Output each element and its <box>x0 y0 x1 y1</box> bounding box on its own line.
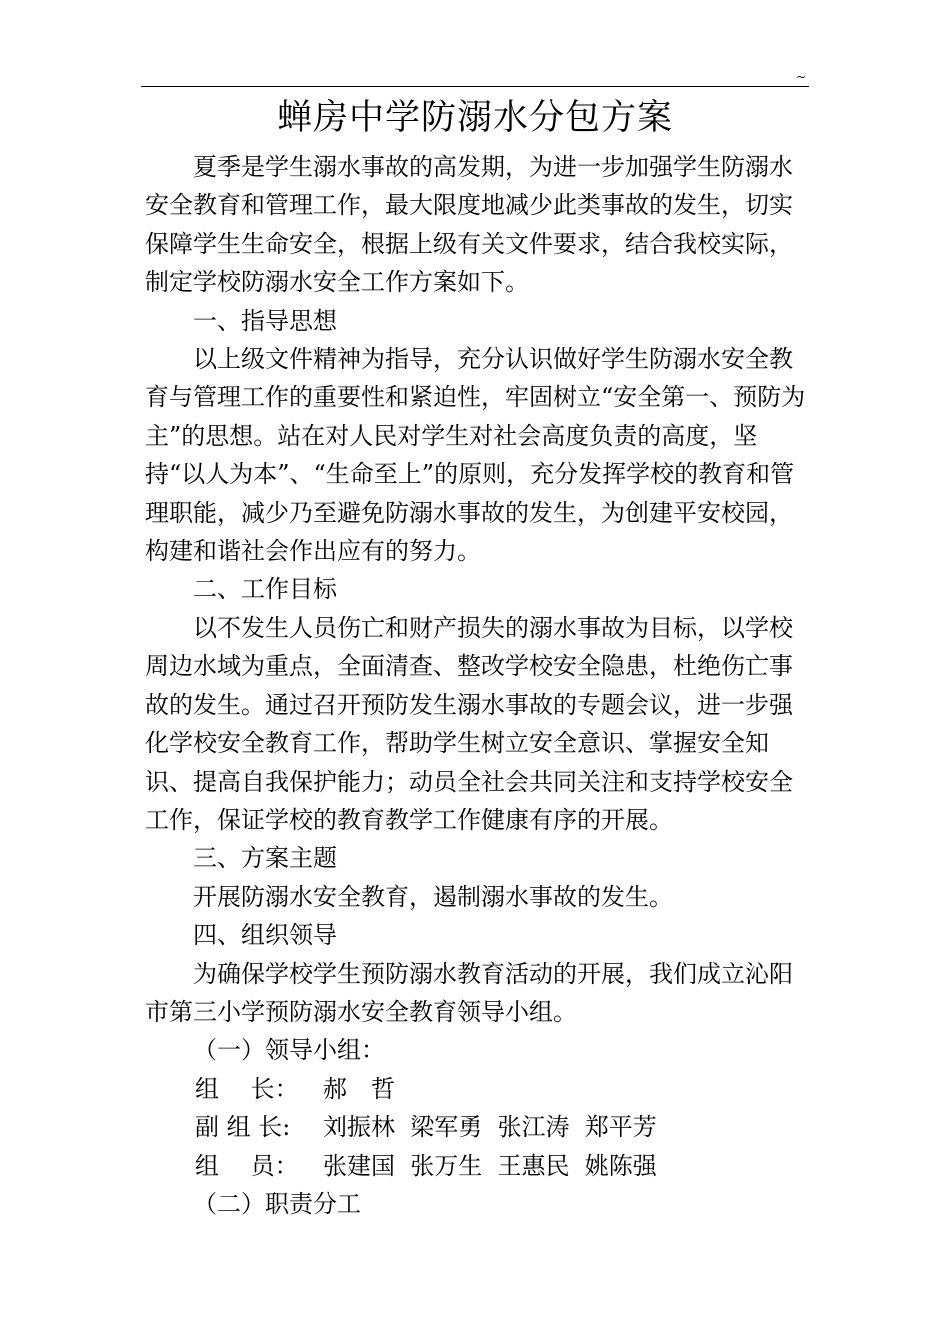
leadership-roster <box>145 1070 809 1185</box>
section-heading-work-goals: 二、工作目标 <box>193 575 337 604</box>
subsection-heading-leadership-group: （一）领导小组： <box>193 1036 385 1065</box>
work-goals-paragraph: 以不发生人员伤亡和财产损失的溺水事故为目标，以学校周边水域为重点，全面清查、整改学校安全隐患，杜绝伤亡事故的发生。通过召开预防发生溺水事故的专题会议，进一步强化学校安全教育工作，帮助学生树立安全意识、掌握安全知识、提高自我保护能力；动员全社会共同关注和支持学校安全工作，保证学校的教育教学工作健康有序的开展。 <box>145 613 793 834</box>
document-title: 蝉房中学防溺水分包方案 <box>276 98 673 138</box>
section-heading-organization: 四、组织领导 <box>193 921 337 950</box>
document-body <box>145 148 809 1223</box>
roster-role: 组 员： <box>195 1151 299 1180</box>
organization-paragraph: 为确保学校学生预防溺水教育活动的开展，我们成立沁阳市第三小学预防溺水安全教育领导小组。 <box>145 959 793 1026</box>
section-heading-guiding-ideology: 一、指导思想 <box>193 306 337 335</box>
roster-row <box>145 1147 809 1185</box>
roster-role: 副 组 长: <box>195 1113 291 1142</box>
roster-names: 郝 哲 <box>323 1074 395 1103</box>
subsection-heading-duties: （二）职责分工 <box>193 1189 361 1218</box>
roster-row <box>145 1070 809 1108</box>
section-heading-theme: 三、方案主题 <box>193 844 337 873</box>
intro-paragraph: 夏季是学生溺水事故的高发期，为进一步加强学生防溺水安全教育和管理工作，最大限度地减少此类事故的发生，切实保障学生生命安全，根据上级有关文件要求，结合我校实际，制定学校防溺水安全工作方案如下。 <box>145 153 793 297</box>
roster-role: 组 长： <box>195 1074 299 1103</box>
guiding-ideology-paragraph: 以上级文件精神为指导，充分认识做好学生防溺水安全教育与管理工作的重要性和紧迫性，牢固树立“安全第一、预防为主”的思想。站在对人民对学生对社会高度负责的高度，坚持“以人为本”、“生命至上”的原则，充分发挥学校的教育和管理职能，减少乃至避免防溺水事故的发生，为创建平安校园，构建和谐社会作出应有的努力。 <box>145 345 806 566</box>
header-mark: ~ <box>796 70 807 84</box>
roster-names: 张建国 张万生 王惠民 姚陈强 <box>323 1151 657 1180</box>
roster-row <box>145 1108 809 1146</box>
roster-names: 刘振林 梁军勇 张江涛 郑平芳 <box>323 1113 657 1142</box>
theme-paragraph: 开展防溺水安全教育，遏制溺水事故的发生。 <box>193 882 673 911</box>
header-rule <box>141 86 809 87</box>
